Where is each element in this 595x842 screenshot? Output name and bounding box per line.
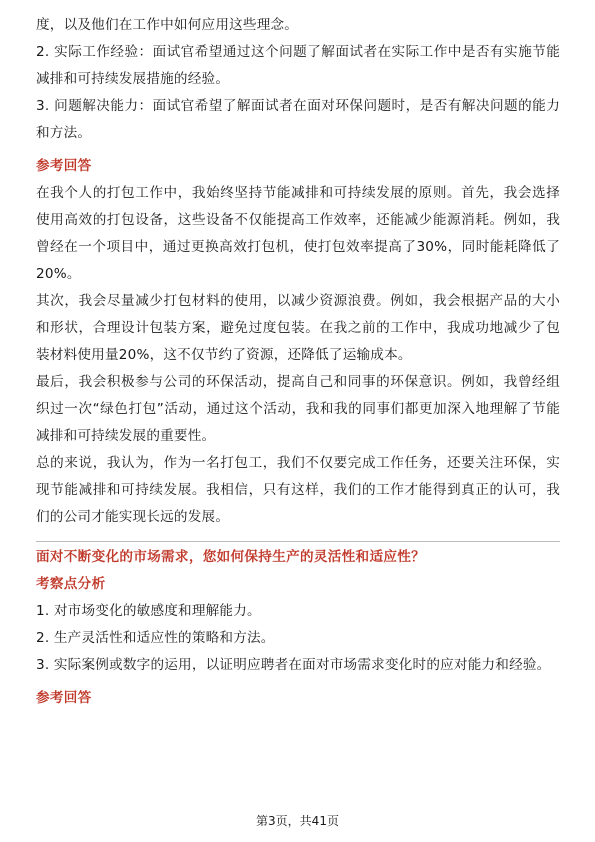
intro-line-1: 度，以及他们在工作中如何应用这些理念。 [36,17,299,33]
answer-paragraph-3: 最后，我会积极参与公司的环保活动，提高自己和同事的环保意识。例如，我曾经组织过一次“绿色打包”活动，通过这个活动，我和我的同事们都更加深入地理解了节能减排和可持续发展的重要性。 [36,374,560,444]
answer-heading-1: 参考回答 [36,158,92,174]
analysis-heading: 考察点分析 [36,576,106,592]
question-heading: 面对不断变化的市场需求，您如何保持生产的灵活性和适应性？ [36,549,426,565]
answer-paragraph-2: 其次，我会尽量减少打包材料的使用，以减少资源浪费。例如，我会根据产品的大小和形状，合理设计包装方案，避免过度包装。在我之前的工作中，我成功地减少了包装材料使用量20%，这不仅节约了资源，还降低了运输成本。 [36,293,560,363]
section-divider [36,541,560,542]
intro-line-3: 3. 问题解决能力：面试官希望了解面试者在面对环保问题时，是否有解决问题的能力和方法。 [36,98,560,141]
answer-paragraph-1: 在我个人的打包工作中，我始终坚持节能减排和可持续发展的原则。首先，我会选择使用高效的打包设备，这些设备不仅能提高工作效率，还能减少能源消耗。例如，我曾经在一个项目中，通过更换高效打包机，使打包效率提高了30%，同时能耗降低了20%。 [36,185,560,282]
analysis-item-1: 1. 对市场变化的敏感度和理解能力。 [36,603,261,619]
page-footer: 第3页，共41页 [256,814,339,828]
document-page [36,12,560,712]
answer-heading-2: 参考回答 [36,690,92,706]
answer-paragraph-4: 总的来说，我认为，作为一名打包工，我们不仅要完成工作任务，还要关注环保，实现节能减排和可持续发展。我相信，只有这样，我们的工作才能得到真正的认可，我们的公司才能实现长远的发展。 [36,455,560,525]
analysis-item-3: 3. 实际案例或数字的运用，以证明应聘者在面对市场需求变化时的应对能力和经验。 [36,657,551,673]
analysis-item-2: 2. 生产灵活性和适应性的策略和方法。 [36,630,275,646]
intro-line-2: 2. 实际工作经验：面试官希望通过这个问题了解面试者在实际工作中是否有实施节能减排和可持续发展措施的经验。 [36,44,560,87]
